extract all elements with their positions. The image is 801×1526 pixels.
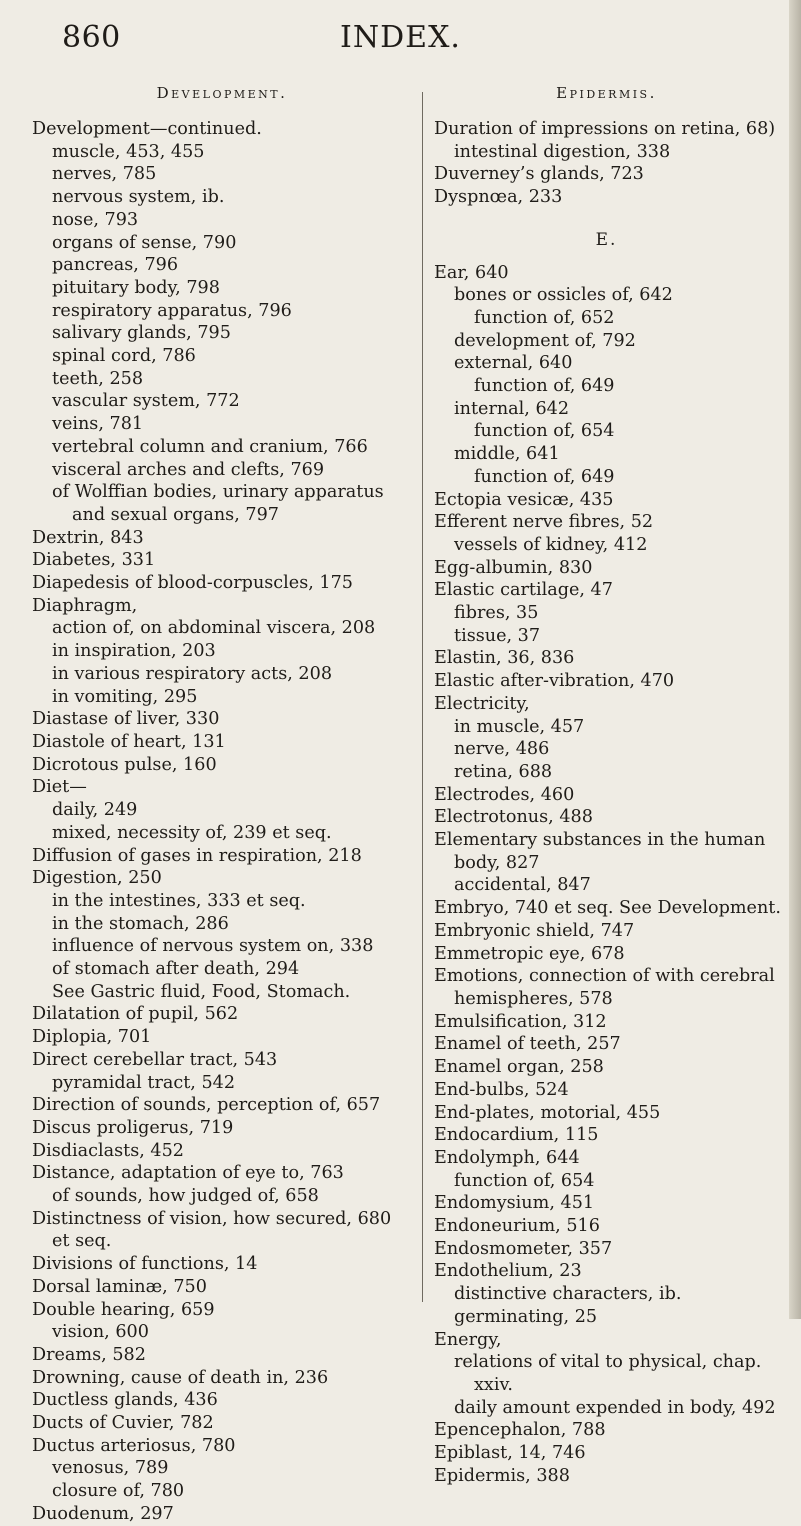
- index-entry: vertebral column and cranium, 766: [52, 436, 368, 457]
- index-entry: nervous system, ib.: [52, 187, 225, 208]
- left-entry-list: [32, 118, 412, 1526]
- index-entry: function of, 654: [454, 1170, 595, 1191]
- index-entry: respiratory apparatus, 796: [52, 300, 292, 321]
- left-column: [32, 84, 412, 1526]
- index-entry: of stomach after death, 294: [52, 959, 300, 980]
- index-entry: Embryo, 740 et seq. See Development.: [434, 898, 781, 919]
- index-entry: Diastole of heart, 131: [32, 731, 226, 752]
- right-column: [434, 84, 779, 1487]
- index-entry: Emmetropic eye, 678: [434, 943, 625, 964]
- page-title: INDEX.: [340, 20, 461, 55]
- index-entry: function of, 652: [474, 307, 615, 328]
- index-entry: in the intestines, 333 et seq.: [52, 890, 306, 911]
- index-entry: in various respiratory acts, 208: [52, 663, 333, 684]
- index-entry: retina, 688: [454, 761, 553, 782]
- letter-heading: E.: [595, 229, 618, 250]
- index-entry: Ductus arteriosus, 780: [32, 1435, 236, 1456]
- index-entry: Ectopia vesicæ, 435: [434, 489, 614, 510]
- index-entry: distinctive characters, ib.: [454, 1284, 682, 1305]
- index-entry: Endosmometer, 357: [434, 1238, 613, 1259]
- index-entry: venosus, 789: [52, 1458, 169, 1479]
- index-entry: closure of, 780: [52, 1481, 185, 1502]
- index-entry: and sexual organs, 797: [72, 504, 279, 525]
- index-entry: Epencephalon, 788: [434, 1420, 606, 1441]
- index-entry: Egg-albumin, 830: [434, 557, 593, 578]
- index-entry: Duodenum, 297: [32, 1503, 174, 1524]
- index-entry: hemispheres, 578: [454, 989, 613, 1009]
- index-entry: Epidermis, 388: [434, 1465, 570, 1486]
- index-entry: intestinal digestion, 338: [454, 141, 671, 162]
- index-entry: visceral arches and clefts, 769: [52, 459, 325, 480]
- index-entry: Diaphragm,: [32, 595, 138, 616]
- index-entry: Diapedesis of blood-corpuscles, 175: [32, 573, 353, 594]
- index-entry: Duverney’s glands, 723: [434, 164, 644, 185]
- index-entry: Dicrotous pulse, 160: [32, 754, 217, 775]
- index-entry: Dyspnœa, 233: [434, 187, 563, 208]
- column-divider: [422, 92, 423, 1302]
- index-entry: nose, 793: [52, 209, 139, 230]
- index-entry: accidental, 847: [454, 875, 591, 896]
- index-entry: internal, 642: [454, 398, 570, 419]
- index-entry: in the stomach, 286: [52, 913, 229, 934]
- page-header: [0, 20, 801, 60]
- index-entry: Double hearing, 659: [32, 1299, 215, 1320]
- index-entry: Endocardium, 115: [434, 1125, 599, 1146]
- index-entry: Electricity,: [434, 693, 530, 714]
- index-entry: teeth, 258: [52, 368, 144, 389]
- index-entry: veins, 781: [52, 414, 144, 435]
- index-entry: Efferent nerve fibres, 52: [434, 512, 654, 533]
- index-entry: End-bulbs, 524: [434, 1079, 569, 1100]
- index-entry: Elementary substances in the human: [434, 830, 766, 851]
- index-entry: daily amount expended in body, 492: [454, 1397, 776, 1418]
- index-entry: nerve, 486: [454, 739, 550, 760]
- index-entry: in vomiting, 295: [52, 686, 198, 707]
- index-entry: development of, 792: [454, 330, 636, 351]
- index-entry: Ductless glands, 436: [32, 1390, 218, 1411]
- index-entry: influence of nervous system on, 338: [52, 936, 374, 957]
- index-entry: Diabetes, 331: [32, 550, 156, 571]
- index-entry: pyramidal tract, 542: [52, 1072, 236, 1093]
- index-entry: vision, 600: [52, 1322, 149, 1343]
- index-entry: Epiblast, 14, 746: [434, 1443, 586, 1464]
- index-entry: Embryonic shield, 747: [434, 920, 635, 941]
- index-entry: pituitary body, 798: [52, 277, 220, 298]
- index-entry: Ear, 640: [434, 262, 509, 283]
- index-entry: action of, on abdominal viscera, 208: [52, 618, 376, 639]
- index-entry: function of, 649: [474, 376, 615, 397]
- index-entry: Drowning, cause of death in, 236: [32, 1367, 329, 1388]
- index-entry: Divisions of functions, 14: [32, 1254, 258, 1275]
- index-entry: of sounds, how judged of, 658: [52, 1186, 319, 1207]
- index-entry: external, 640: [454, 353, 573, 374]
- index-entry: Direct cerebellar tract, 543: [32, 1049, 278, 1070]
- right-running-head: Epidermis.: [556, 84, 657, 102]
- index-entry: Elastic after-vibration, 470: [434, 671, 675, 692]
- index-entry: et seq.: [52, 1231, 112, 1252]
- index-entry: organs of sense, 790: [52, 232, 237, 253]
- page-edge: [789, 0, 801, 1319]
- index-entry: Endomysium, 451: [434, 1193, 595, 1214]
- index-entry: Electrotonus, 488: [434, 807, 593, 828]
- index-entry: xxiv.: [474, 1374, 513, 1395]
- index-entry: Dilatation of pupil, 562: [32, 1004, 239, 1025]
- index-entry: Development—continued.: [32, 119, 262, 139]
- index-entry: See Gastric fluid, Food, Stomach.: [52, 981, 351, 1002]
- index-entry: bones or ossicles of, 642: [454, 285, 673, 306]
- index-entry: Endoneurium, 516: [434, 1216, 600, 1237]
- index-entry: Energy,: [434, 1329, 502, 1350]
- index-entry: Enamel organ, 258: [434, 1057, 604, 1078]
- index-entry: Elastic cartilage, 47: [434, 580, 613, 601]
- index-entry: Enamel of teeth, 257: [434, 1034, 621, 1055]
- index-entry: Distinctness of vision, how secured, 680: [32, 1208, 392, 1229]
- index-entry: Dreams, 582: [32, 1344, 146, 1365]
- right-entry-list: [434, 262, 779, 1488]
- index-entry: Duration of impressions on retina, 68): [434, 119, 776, 139]
- index-entry: vessels of kidney, 412: [454, 534, 648, 555]
- index-entry: function of, 654: [474, 421, 615, 442]
- index-entry: salivary glands, 795: [52, 323, 231, 344]
- index-entry: Endothelium, 23: [434, 1261, 582, 1282]
- index-entry: Disdiaclasts, 452: [32, 1140, 185, 1161]
- index-entry: germinating, 25: [454, 1306, 598, 1327]
- index-entry: tissue, 37: [454, 625, 541, 646]
- index-entry: Emulsification, 312: [434, 1011, 607, 1032]
- index-entry: middle, 641: [454, 444, 560, 465]
- index-entry: Direction of sounds, perception of, 657: [32, 1095, 381, 1116]
- index-entry: daily, 249: [52, 800, 138, 821]
- index-entry: in inspiration, 203: [52, 641, 216, 662]
- index-entry: nerves, 785: [52, 164, 157, 185]
- index-entry: Diastase of liver, 330: [32, 709, 220, 730]
- index-entry: of Wolffian bodies, urinary apparatus: [52, 482, 384, 503]
- index-entry: Digestion, 250: [32, 868, 162, 889]
- index-entry: Electrodes, 460: [434, 784, 575, 805]
- index-entry: fibres, 35: [454, 603, 539, 624]
- index-entry: mixed, necessity of, 239 et seq.: [52, 822, 332, 843]
- index-entry: in muscle, 457: [454, 716, 585, 737]
- index-entry: Ducts of Cuvier, 782: [32, 1413, 214, 1434]
- index-entry: Diet—: [32, 777, 87, 798]
- index-entry: pancreas, 796: [52, 255, 179, 276]
- index-entry: Diplopia, 701: [32, 1027, 152, 1048]
- index-entry: Distance, adaptation of eye to, 763: [32, 1163, 344, 1184]
- index-entry: body, 827: [454, 852, 540, 873]
- index-entry: spinal cord, 786: [52, 346, 196, 367]
- index-entry: Dextrin, 843: [32, 527, 144, 548]
- index-entry: Discus proligerus, 719: [32, 1117, 234, 1138]
- left-running-head: Development.: [156, 84, 288, 102]
- right-entry-list-top: [434, 118, 779, 209]
- index-entry: Diffusion of gases in respiration, 218: [32, 845, 362, 866]
- index-entry: End-plates, motorial, 455: [434, 1102, 661, 1123]
- index-entry: Elastin, 36, 836: [434, 648, 575, 669]
- index-entry: Dorsal laminæ, 750: [32, 1276, 207, 1297]
- index-entry: Emotions, connection of with cerebral: [434, 966, 775, 987]
- page-number: 860: [62, 20, 121, 55]
- index-entry: relations of vital to physical, chap.: [454, 1352, 762, 1373]
- index-entry: Endolymph, 644: [434, 1147, 580, 1168]
- index-entry: vascular system, 772: [52, 391, 240, 412]
- index-entry: muscle, 453, 455: [52, 141, 205, 162]
- index-entry: function of, 649: [474, 466, 615, 487]
